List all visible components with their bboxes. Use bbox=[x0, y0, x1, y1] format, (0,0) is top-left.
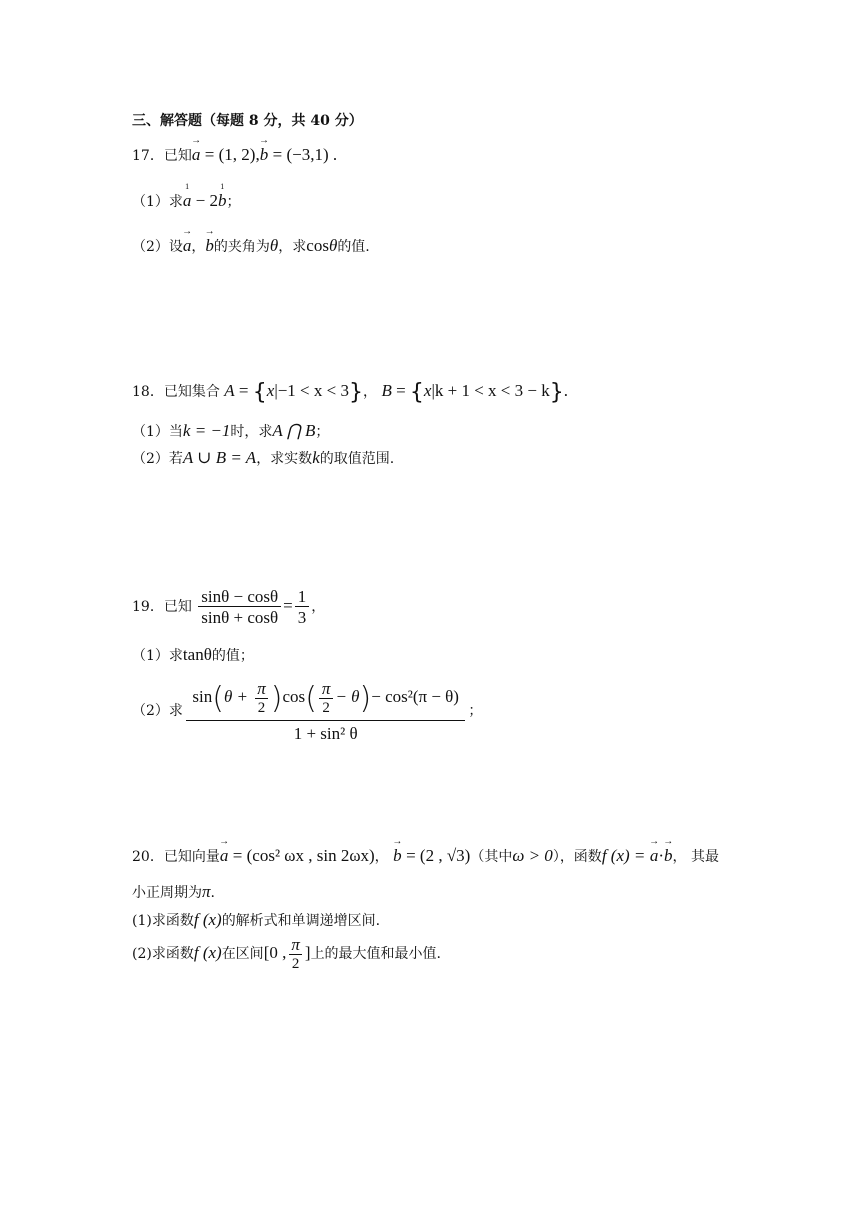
q19-number: 19． bbox=[132, 599, 164, 615]
section-title: 三、解答题（每题 8 分，共 40 分） bbox=[132, 113, 363, 129]
q20-part1: (1)求函数f (x)的解析式和单调递增区间. bbox=[132, 910, 381, 929]
q18-stem: 18．已知集合 A = {x|−1 < x < 3}， B = {x|k + 1 < x < 3 − k}. bbox=[132, 380, 568, 405]
q19-part2: （2）求 sin(θ + $\frac{\pi}{2}$ )cos( $\frac{\pi}{2}$ − θ)− cos²(π − θ) 1 + sin² θ ； bbox=[132, 679, 483, 743]
q20-stem: 20．已知向量→ a = (cos² ωx , sin 2ωx)， → b = (2 , √3)（其中ω > 0），函数f (x) = → a·→ b， 其最 bbox=[132, 847, 719, 864]
q19-part1: （1）求tanθ的值； bbox=[132, 645, 254, 664]
q19-part2-fraction: sin(θ + $\frac{\pi}{2}$ )cos( $\frac{\pi}{2}$ − θ)− cos²(π − θ) 1 + sin² θ bbox=[189, 680, 462, 742]
q17-part2: （2）设→ a，→ b的夹角为θ，求cosθ的值. bbox=[132, 237, 370, 254]
q17-part1: （1）求1 a − 21 b； bbox=[132, 192, 241, 209]
q20-part2: (2)求函数f (x)在区间[0 , $\frac{\pi}{2}$ ]上的最大值和最小值. bbox=[132, 935, 442, 972]
q19-fraction: $\frac{\sin\theta - \cos\theta}{\sin\theta + \cos\theta}$ bbox=[198, 588, 281, 626]
q19-stem: 19．已知 $\frac{\sin\theta - \cos\theta}{\sin\theta + \cos\theta}$ = $\frac{1}{3}$ ， bbox=[132, 587, 326, 627]
q18-part1: （1）当k = −1时，求A ⋂ B； bbox=[132, 421, 330, 440]
q18-number: 18． bbox=[132, 384, 164, 400]
q18-part2: （2）若A ∪ B = A，求实数k的取值范围. bbox=[132, 448, 395, 467]
q20-number: 20． bbox=[132, 849, 164, 865]
q20-line2: 小正周期为π. bbox=[132, 882, 215, 901]
q17-stem: 17．已知→ a = (1, 2),→ b = (−3,1) . bbox=[132, 146, 337, 163]
q17-number: 17． bbox=[132, 148, 164, 164]
